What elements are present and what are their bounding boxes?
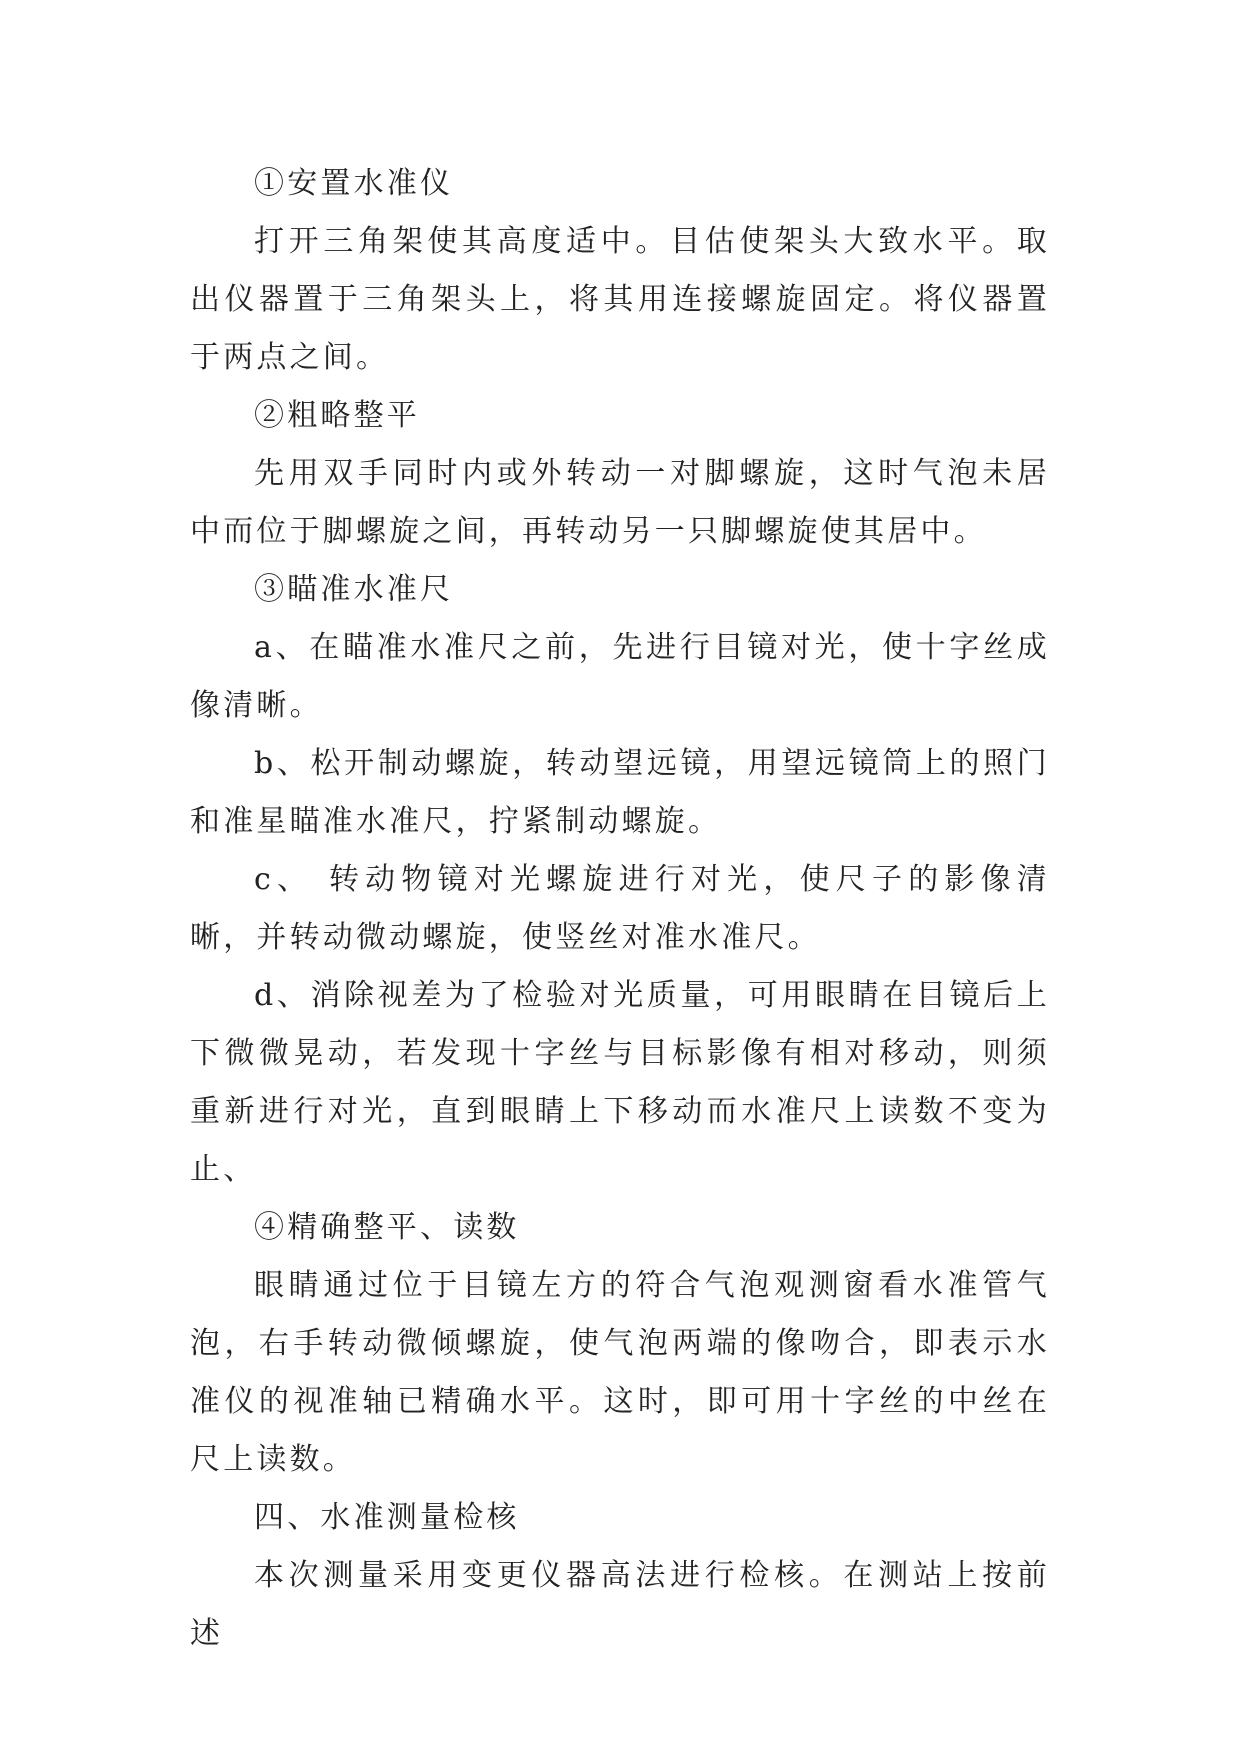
paragraph-step-a: a、在瞄准水准尺之前，先进行目镜对光，使十字丝成像清晰。 xyxy=(190,630,1050,723)
section-heading-leveling-check: 四、水准测量检核 xyxy=(254,1500,520,1535)
section-heading-setup-level: ①安置水准仪 xyxy=(254,166,454,201)
section-heading-precise-leveling: ④精确整平、读数 xyxy=(254,1210,520,1245)
section-heading-rough-leveling: ②粗略整平 xyxy=(254,398,420,433)
paragraph-step-b: b、松开制动螺旋，转动望远镜，用望远镜筒上的照门和准星瞄准水准尺，拧紧制动螺旋。 xyxy=(190,746,1050,839)
section-heading-aim-staff: ③瞄准水准尺 xyxy=(254,572,454,607)
paragraph-precise-leveling: 眼睛通过位于目镜左方的符合气泡观测窗看水准管气泡，右手转动微倾螺旋，使气泡两端的像吻合，即表示水准仪的视准轴已精确水平。这时，即可用十字丝的中丝在尺上读数。 xyxy=(190,1268,1050,1477)
paragraph-step-c: c、 转动物镜对光螺旋进行对光，使尺子的影像清晰，并转动微动螺旋，使竖丝对准水准尺。 xyxy=(190,862,1050,955)
document-page xyxy=(190,155,1050,1663)
paragraph-rough-leveling: 先用双手同时内或外转动一对脚螺旋，这时气泡未居中而位于脚螺旋之间，再转动另一只脚螺旋使其居中。 xyxy=(190,456,1050,549)
paragraph-setup-tripod: 打开三角架使其高度适中。目估使架头大致水平。取出仪器置于三角架头上，将其用连接螺旋固定。将仪器置于两点之间。 xyxy=(190,224,1050,375)
paragraph-leveling-check: 本次测量采用变更仪器高法进行检核。在测站上按前述 xyxy=(190,1558,1050,1651)
paragraph-step-d: d、消除视差为了检验对光质量，可用眼睛在目镜后上下微微晃动，若发现十字丝与目标影像有相对移动，则须重新进行对光，直到眼睛上下移动而水准尺上读数不变为止、 xyxy=(190,978,1050,1187)
